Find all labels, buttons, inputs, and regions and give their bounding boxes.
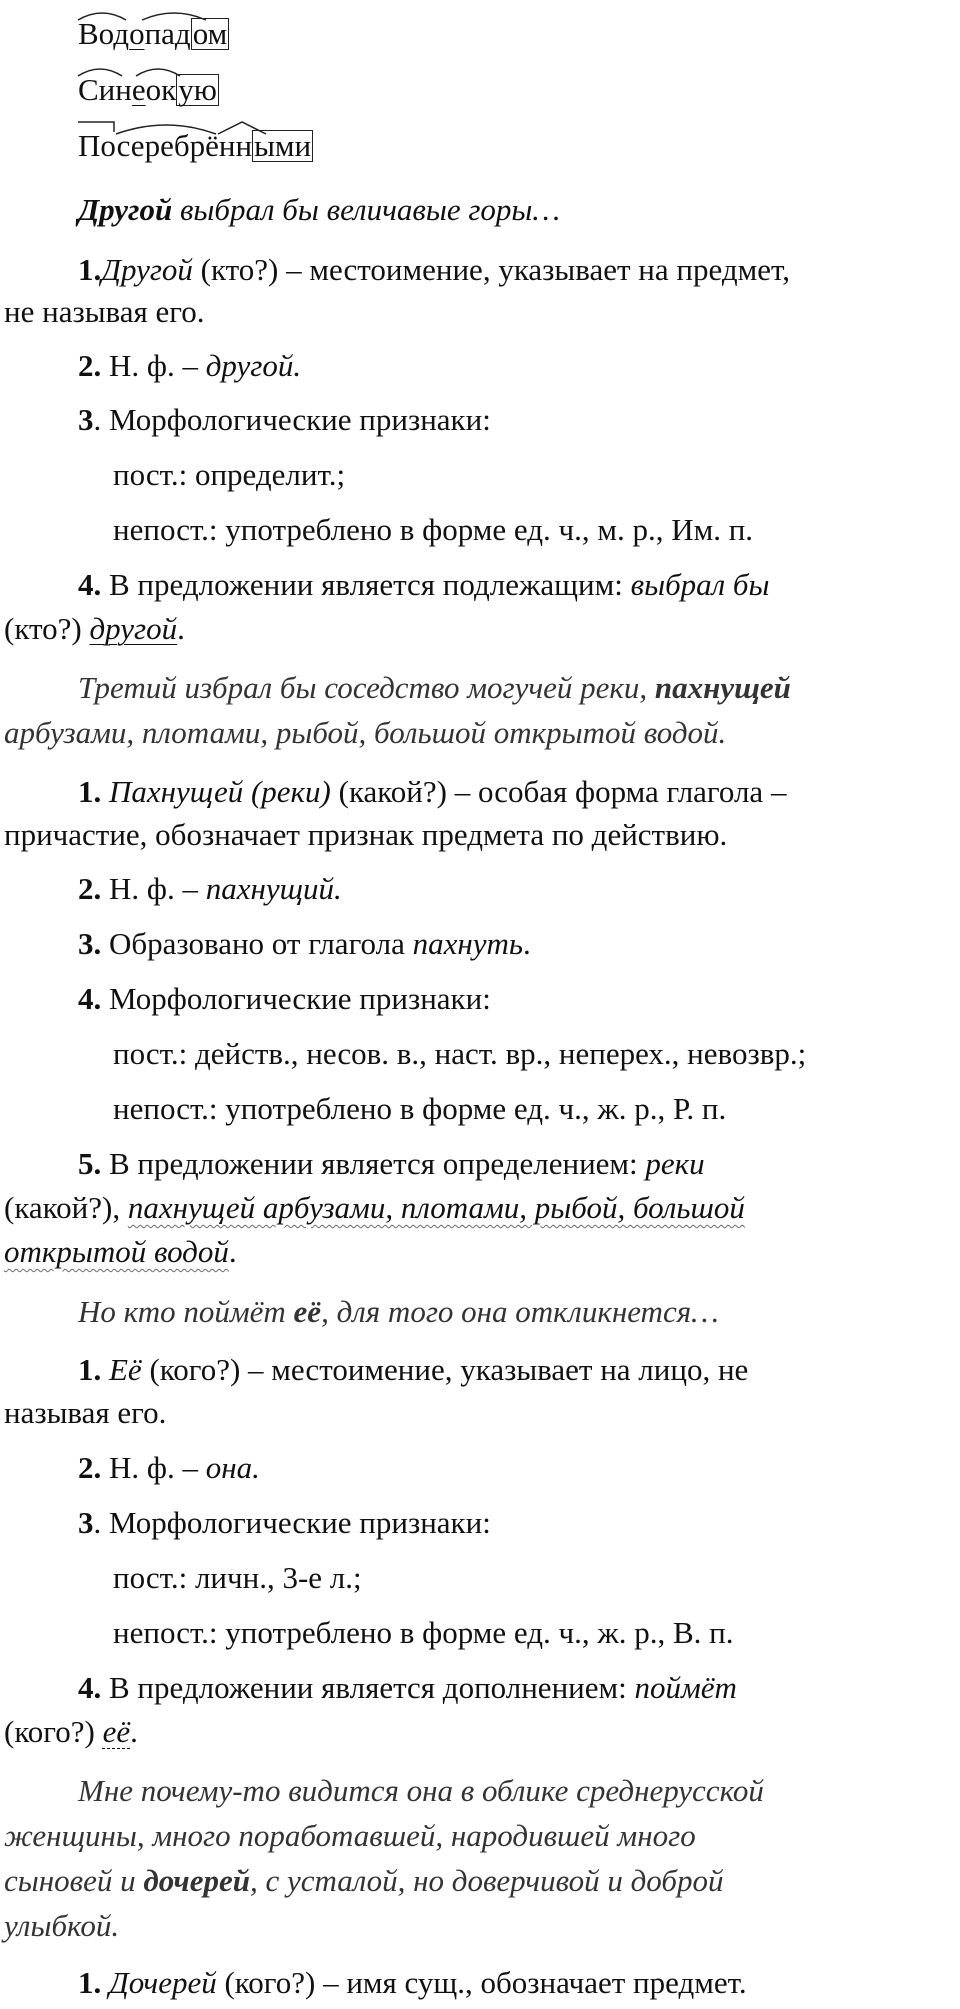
sentence-line: Но кто поймёт её, для того она откликнется… — [78, 1294, 719, 1329]
sentence-line: Другой выбрал бы величавые горы… — [78, 192, 560, 227]
variable-features: непост.: употреблено в форме ед. ч., м. р., Им. п. — [113, 512, 754, 547]
parse-point-5-cont: (какой?), пахнущей арбузами, плотами, рыбой, большой — [4, 1190, 745, 1225]
morpheme-connector: о — [129, 16, 145, 51]
morpheme-prefix: По — [78, 128, 117, 163]
parse-point-4-cont: (кого?) её. — [4, 1714, 138, 1749]
sentence-line: арбузами, плотами, рыбой, большой открытой водой. — [4, 715, 727, 750]
morpheme-root-arcs — [74, 60, 274, 80]
parse-point-2: 2. Н. ф. – она. — [78, 1450, 260, 1485]
morpheme-root: Син — [78, 72, 132, 107]
parse-point-2: 2. Н. ф. – пахнущий. — [78, 871, 342, 906]
variable-features: непост.: употреблено в форме ед. ч., ж. р., Р. п. — [113, 1091, 727, 1126]
parse-point-1: 1. Пахнущей (реки) (какой?) – особая форма глагола – — [78, 774, 787, 809]
morpheme-ending: ом — [192, 16, 228, 51]
morpheme-root: пад — [144, 16, 191, 51]
parse-point-5: 5. В предложении является определением: реки — [78, 1146, 705, 1181]
morpheme-root: ок — [145, 72, 177, 107]
sentence-line: женщины, много поработавшей, народившей много — [4, 1818, 696, 1853]
morpheme-root: серебр — [116, 128, 206, 163]
parse-point-4: 4. Морфологические признаки: — [78, 981, 491, 1016]
parse-point-1: 1. Её (кого?) – местоимение, указывает на лицо, не — [78, 1352, 749, 1387]
sentence-line: сыновей и дочерей, с усталой, но доверчивой и доброй — [4, 1863, 724, 1898]
constant-features: пост.: действ., несов. в., наст. вр., неперех., невозвр.; — [113, 1036, 807, 1071]
constant-features: пост.: определит.; — [113, 457, 346, 492]
sentence-line: улыбкой. — [4, 1908, 120, 1943]
parse-point-4: 4. В предложении является дополнением: поймёт — [78, 1670, 737, 1705]
parse-point-2: 2. Н. ф. – другой. — [78, 348, 302, 383]
morpheme-root-arcs — [74, 4, 274, 24]
parse-point-1-cont: причастие, обозначает признак предмета по действию. — [4, 817, 728, 852]
parse-point-5-cont: открытой водой. — [4, 1234, 237, 1269]
parse-point-1: 1. Дочерей (кого?) – имя сущ., обозначает предмет. — [78, 1965, 747, 2000]
morpheme-marks — [74, 114, 354, 138]
morpheme-ending: ыми — [254, 128, 312, 163]
morpheme-ending: ую — [178, 72, 217, 107]
parse-point-3: 3. Морфологические признаки: — [78, 402, 491, 437]
sentence-line: Третий избрал бы соседство могучей реки, пахнущей — [78, 670, 791, 705]
variable-features: непост.: употреблено в форме ед. ч., ж. р., В. п. — [113, 1615, 734, 1650]
parse-point-1-cont: называя его. — [4, 1395, 167, 1430]
sentence-line: Мне почему-то видится она в облике среднерусской — [78, 1773, 764, 1808]
parse-point-3: 3. Образовано от глагола пахнуть. — [78, 926, 531, 961]
constant-features: пост.: личн., 3-е л.; — [113, 1560, 362, 1595]
morpheme-suffix: ённ — [205, 128, 253, 163]
parse-point-4: 4. В предложении является подлежащим: выбрал бы — [78, 567, 770, 602]
morpheme-connector: е — [131, 72, 146, 107]
parse-point-3: 3. Морфологические признаки: — [78, 1505, 491, 1540]
parse-point-1-cont: не называя его. — [4, 294, 205, 329]
parse-point-4-cont: (кто?) другой. — [4, 611, 185, 646]
parse-point-1: 1.Другой (кто?) – местоимение, указывает на предмет, — [78, 252, 790, 287]
morpheme-root: Вод — [78, 16, 130, 51]
